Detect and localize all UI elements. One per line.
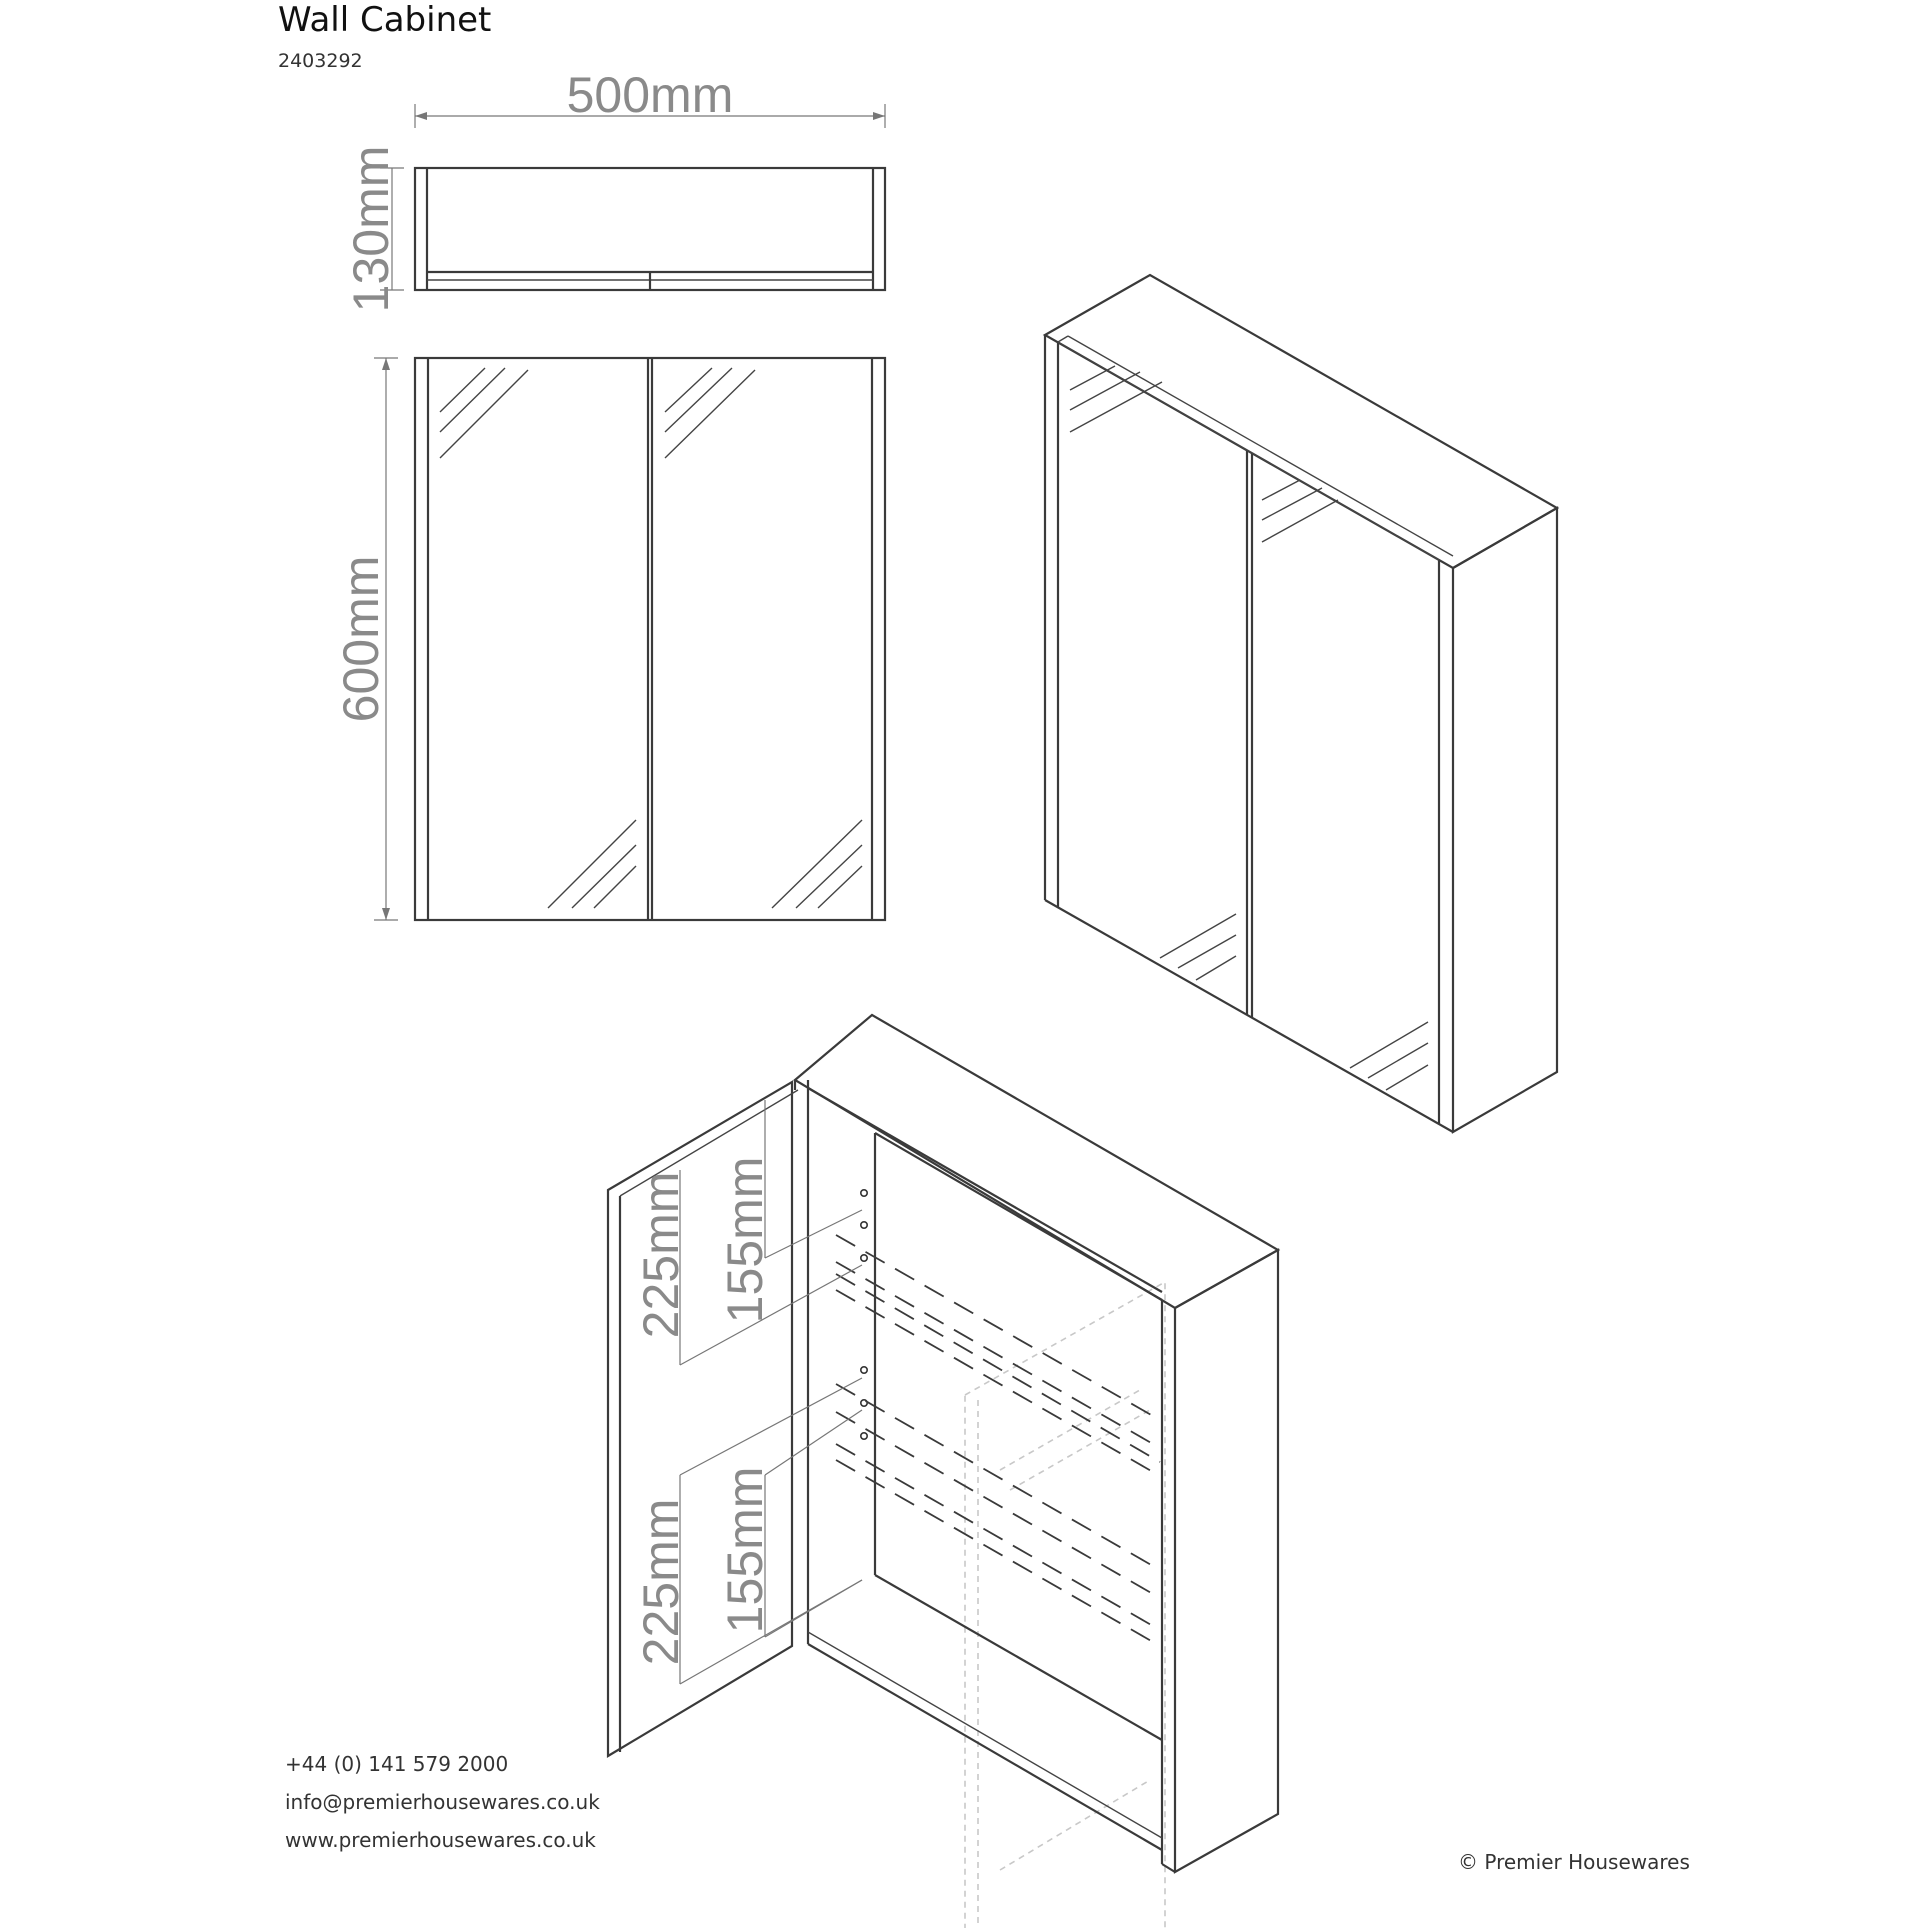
- shelf-spacing-outer-bottom-label: 225mm: [633, 1498, 689, 1666]
- isometric-open-view: [608, 1015, 1278, 1928]
- contact-website[interactable]: www.premierhousewares.co.uk: [285, 1828, 596, 1852]
- product-code: 2403292: [278, 50, 363, 72]
- shelf-spacing-outer-top-label: 225mm: [633, 1171, 689, 1339]
- top-view: [343, 67, 885, 312]
- isometric-closed-view: [1045, 275, 1557, 1132]
- contact-email[interactable]: info@premierhousewares.co.uk: [285, 1790, 600, 1814]
- width-dimension-label: 500mm: [566, 67, 734, 123]
- depth-dimension-label: 130mm: [343, 145, 399, 313]
- front-view: [333, 358, 885, 920]
- page-title: Wall Cabinet: [278, 0, 492, 40]
- contact-phone: +44 (0) 141 579 2000: [285, 1752, 509, 1776]
- copyright-notice: © Premier Housewares: [1458, 1850, 1690, 1874]
- height-dimension-label: 600mm: [333, 555, 389, 723]
- shelf-spacing-inner-top-label: 155mm: [717, 1156, 773, 1324]
- shelf-spacing-inner-bottom-label: 155mm: [717, 1466, 773, 1634]
